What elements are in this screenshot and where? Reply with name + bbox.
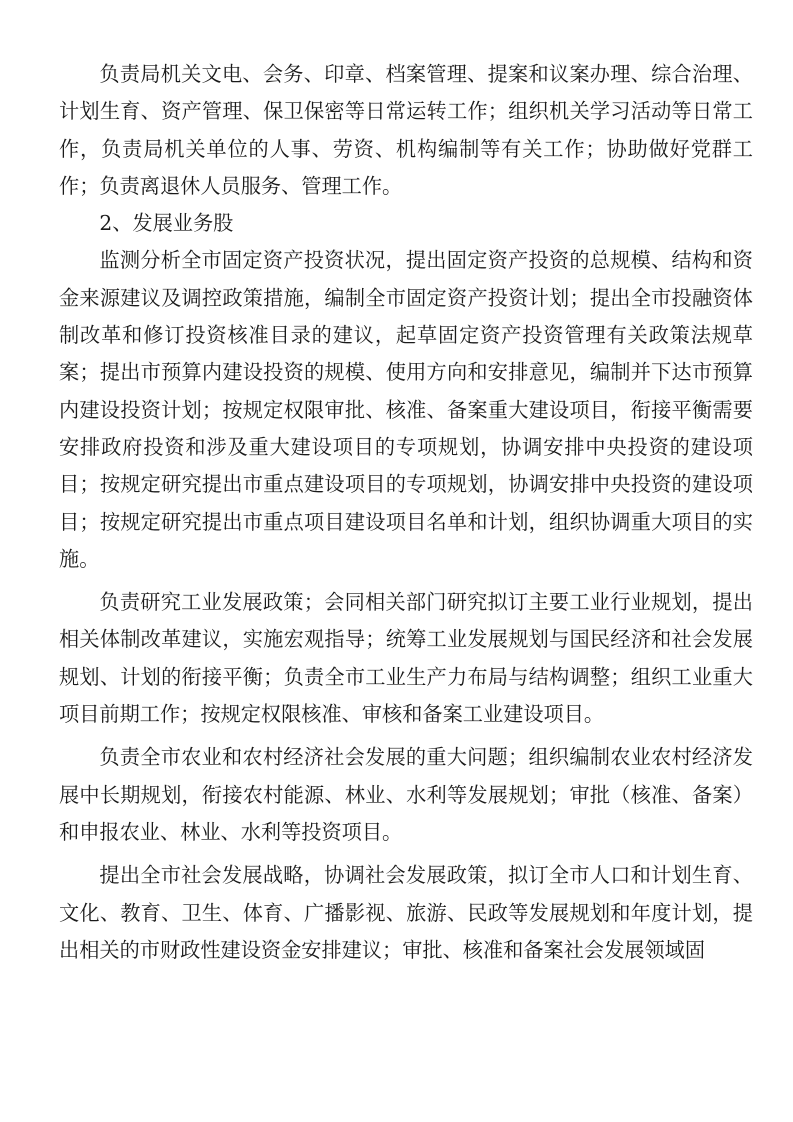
- paragraph-office-duties: 负责局机关文电、会务、印章、档案管理、提案和议案办理、综合治理、计划生育、资产管理、保卫保密等日常运转工作；组织机关学习活动等日常工作，负责局机关单位的人事、劳资、机构编制等有关工作；协助做好党群工作；负责离退休人员服务、管理工作。: [59, 62, 753, 198]
- paragraph-investment: 监测分析全市固定资产投资状况，提出固定资产投资的总规模、结构和资金来源建议及调控政策措施，编制全市固定资产投资计划；提出全市投融资体制改革和修订投资核准目录的建议，起草固定资产投资管理有关政策法规草案；提出市预算内建设投资的规模、使用方向和安排意见，编制并下达市预算内建设投资计划；按规定权限审批、核准、备案重大建设项目，衔接平衡需要安排政府投资和涉及重大建设项目的专项规划，协调安排中央投资的建设项目；按规定研究提出市重点建设项目的专项规划，协调安排中央投资的建设项目；按规定研究提出市重点项目建设项目名单和计划，组织协调重大项目的实施。: [59, 248, 753, 571]
- document-page: [59, 56, 753, 969]
- paragraph-social-development: 提出全市社会发展战略，协调社会发展政策，拟订全市人口和计划生育、文化、教育、卫生、体育、广播影视、旅游、民政等发展规划和年度计划，提出相关的市财政性建设资金安排建议；审批、核准和备案社会发展领域固: [59, 863, 753, 962]
- paragraph-industry: 负责研究工业发展政策；会同相关部门研究拟订主要工业行业规划，提出相关体制改革建议，实施宏观指导；统筹工业发展规划与国民经济和社会发展规划、计划的衔接平衡；负责全市工业生产力布局与结构调整；组织工业重大项目前期工作；按规定权限核准、审核和备案工业建设项目。: [59, 590, 753, 727]
- paragraph-agriculture: 负责全市农业和农村经济社会发展的重大问题；组织编制农业农村经济发展中长期规划，衔接农村能源、林业、水利等发展规划；审批（核准、备案）和申报农业、林业、水利等投资项目。: [59, 745, 753, 844]
- section-heading-development: 2、发展业务股: [99, 211, 234, 236]
